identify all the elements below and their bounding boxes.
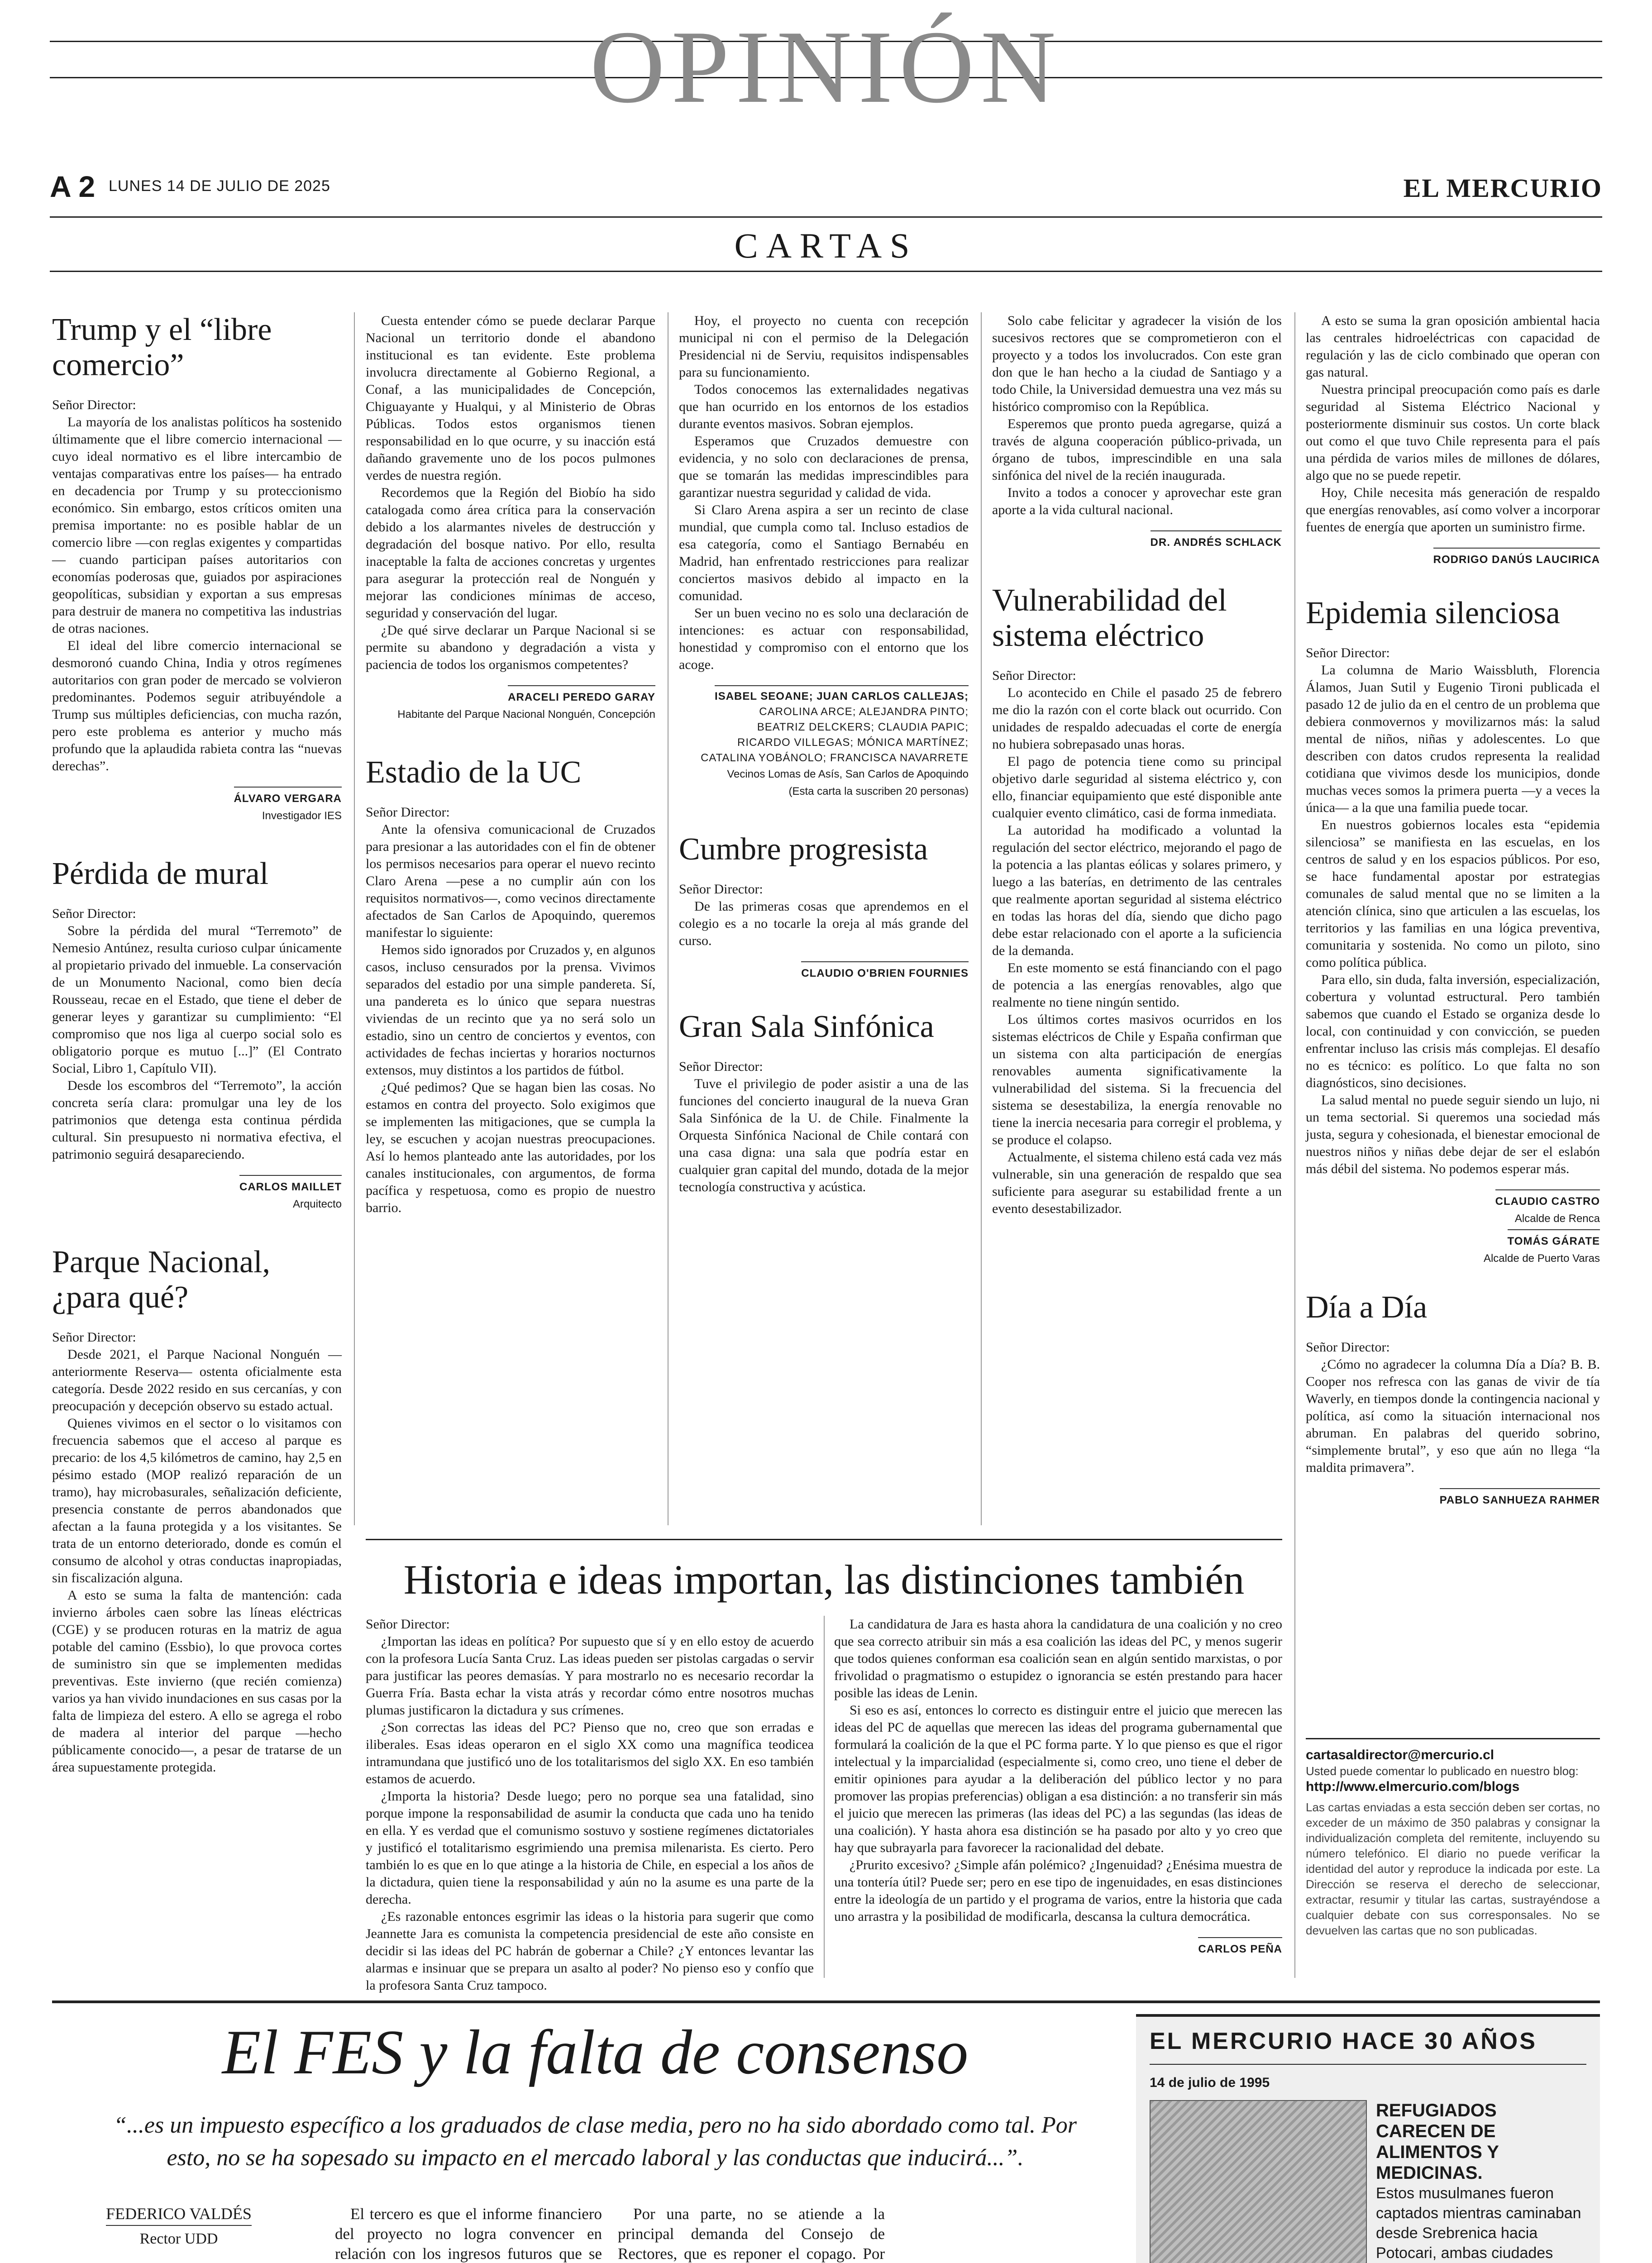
- signature-role: Vecinos Lomas de Asís, San Carlos de Apoquindo: [727, 768, 969, 780]
- signature: CAROLINA ARCE; ALEJANDRA PINTO;: [759, 706, 969, 718]
- contact-box: [1306, 1747, 1600, 1982]
- hace30-item-1: [1376, 2100, 1589, 2263]
- paragraph: De las primeras cosas que aprendemos en el colegio es a no tocarle la oreja al más grande del curso.: [679, 899, 969, 948]
- item-text: Estos musulmanes fueron captados mientras caminaban desde Srebrenica hacia Potocari, ambas ciudades: [1376, 2185, 1581, 2262]
- paragraph: El tercero es que el informe financiero del proyecto no logra convencer en relación con los ingresos futuros que se: [335, 2205, 602, 2263]
- paragraph: Desde 2021, el Parque Nacional Nonguén —anteriormente Reserva— ostenta oficialmente esta categoría. Desde 2022 resido en sus cercanías, y con preocupación y decepción observo su estado actual.: [52, 1347, 342, 1413]
- paragraph: La salud mental no puede seguir siendo un lujo, ni un tema sectorial. Si queremos una sociedad más justa, segura y cohesionada, el bienestar emocional de nuestros niños y niñas debe dejar de ser el eslabón más débil del sistema. No podemos esperar más.: [1306, 1093, 1600, 1176]
- paragraph: La candidatura de Jara es hasta ahora la candidatura de una coalición y no creo que sea correcto atribuir sin más a esa coalición las ideas del PC, y menos sugerir que todos quienes conforman esa coalición sean en algún sentido marxistas, o por frivolidad o pragmatismo o estupidez o ignorancia se estén prestando para hacer posible las ideas de Lenin.: [834, 1617, 1282, 1700]
- historia-column-1: [366, 1616, 814, 1993]
- historia-column-2: [834, 1616, 1282, 1978]
- signature-role: Investigador IES: [262, 810, 342, 822]
- paragraph: Nuestra principal preocupación como país es darle seguridad al Sistema Eléctrico Nacional y posteriormente disminuir sus costos. Un corte black out como el que tuvo Chile representa para el país una pérdida de varios miles de millones de dólares, algo que no se puede repetir.: [1306, 382, 1600, 483]
- column-5: [1306, 312, 1600, 1724]
- paragraph: Desde los escombros del “Terremoto”, la acción concreta sería clara: promulgar una ley de los patrimonios que detenga esta continua pérdida cultural. Sin presupuesto ni normativa efectiva, el patrimonio seguirá desapareciendo.: [52, 1078, 342, 1162]
- signature-role: Alcalde de Renca: [1514, 1213, 1600, 1225]
- hace30-date: 14 de julio de 1995: [1150, 2075, 1270, 2090]
- paragraph: Si eso es así, entonces lo correcto es distinguir entre el juicio que merecen las ideas del PC de aquellas que merecen las ideas del programa gubernamental que formulará la coalición de la que el PC forma parte. Y lo que pienso es que el rigor intelectual y la imparcialidad (especialmente si, como creo, uno tiene el deber de emitir opiniones para ayudar a la deliberación del público lector y no para promover las propias preferencias) obligan a esa distinción: a no transferir sin más el juicio que merecen las primeras (las ideas del PC) a las segundas (las ideas de una coalición). Y hasta ahora esa distinción se ha pasado por alto y yo creo que hay que subrayarla para favorecer la racionalidad del debate.: [834, 1703, 1282, 1855]
- column-rule: [981, 312, 982, 1525]
- editorial-column-2: [335, 2204, 602, 2263]
- letter-title: Día a Día: [1306, 1290, 1428, 1325]
- salutation: Señor Director:: [1306, 645, 1390, 660]
- signature: CLAUDIO CASTRO: [1495, 1189, 1600, 1210]
- editorial-quote: “...es un impuesto específico a los graduados de clase media, pero no ha sido abordado como tal. Por esto, no se ha sopesado su impacto en el mercado laboral y las conductas que inducirá...”.: [114, 2112, 1077, 2171]
- paragraph: La autoridad ha modificado a voluntad la regulación del sector eléctrico, mejorando el pago de la potencia a las plantas eólicas y solares primero, y luego a las baterías, en detrimento de las centrales que realmente aportan seguridad al sistema eléctrico en todas las horas del día, siendo que dicho pago debe estar relacionado con el aporte a la suficiencia de la demanda.: [992, 823, 1282, 958]
- paragraph: ¿Qué pedimos? Que se hagan bien las cosas. No estamos en contra del proyecto. Solo exigimos que se implementen las mitigaciones, que se cumpla la ley, se escuchen y acojan nuestras preocupaciones. Así lo hemos planteado ante las autoridades, por los canales institucionales, con argumentos, de forma pacífica y respetuosa, como es propio de nuestro barrio.: [366, 1080, 655, 1215]
- paragraph: Ser un buen vecino no es solo una declaración de intenciones: es actuar con responsabilidad, honestidad y compromiso con el entorno que los acoge.: [679, 606, 969, 672]
- paragraph: El pago de potencia tiene como su principal objetivo darle seguridad al sistema eléctrico y, con ello, financiar equipamiento que esté disponible ante cualquier evento climático, casi de forma inmediata.: [992, 754, 1282, 821]
- signature: ÁLVARO VERGARA: [234, 787, 342, 807]
- paragraph: En este momento se está financiando con el pago de potencia a las energías renovables, algo que realmente no tiene ningún sentido.: [992, 960, 1282, 1010]
- column-2: [366, 312, 655, 1525]
- paragraph: ¿Cómo no agradecer la columna Día a Día? B. B. Cooper nos refresca con las ganas de vivir de tía Waverly, en tiempos donde la contingencia nacional y política, así como la situación internacional nos abruman. En palabras del querido sobrino, “simplemente brutal”, y eso que aún no llega “la maldita primavera”.: [1306, 1357, 1600, 1475]
- paragraph: Por una parte, no se atiende a la principal demanda del Consejo de Rectores, que es reponer el copago. Por: [618, 2205, 885, 2263]
- signature: CARLOS MAILLET: [239, 1175, 342, 1196]
- salutation: Señor Director:: [52, 1330, 136, 1345]
- paragraph: Invito a todos a conocer y aprovechar este gran aporte a la vida cultural nacional.: [992, 485, 1282, 517]
- paragraph: Hemos sido ignorados por Cruzados y, en algunos casos, incluso censurados por la prensa. Vivimos separados del estadio por una simple pandereta. Sí, una pandereta es lo único que separa nuestras viviendas de un recinto que ya no será solo un estadio, sino un centro de conciertos y eventos, con actividades de fechas inciertas y horarios nocturnos extensos, muy distintos a los partidos de fútbol.: [366, 942, 655, 1078]
- signature: RODRIGO DANÚS LAUCIRICA: [1433, 548, 1600, 568]
- salutation: Señor Director:: [52, 397, 136, 412]
- contact-email[interactable]: cartasaldirector@mercurio.cl: [1306, 1747, 1494, 1762]
- paragraph: A esto se suma la falta de mantención: cada invierno árboles caen sobre las líneas eléctricas (CGE) y se producen roturas en la matriz de agua potable del camino (Essbio), lo que provoca cortes de suministro sin que se implementen medidas preventivas. Este invierno (que recién comienza) varios ya han vivido inundaciones en sus casas por la falta de limpieza del estero. A ello se agrega el robo de madera al interior del parque —hecho públicamente conocido—, a pesar de tratarse de un área supuestamente protegida.: [52, 1588, 342, 1775]
- paragraph: ¿De qué sirve declarar un Parque Nacional si se permite su abandono y degradación a vista y paciencia de todos los organismos competentes?: [366, 623, 655, 672]
- signature: RICARDO VILLEGAS; MÓNICA MARTÍNEZ;: [737, 736, 969, 749]
- paragraph: Esperemos que pronto pueda agregarse, quizá a través de alguna cooperación público-privada, un órgano de tubos, imprescindible en una sala sinfónica del nivel de la recién inaugurada.: [992, 416, 1282, 483]
- salutation: Señor Director:: [992, 668, 1076, 683]
- paragraph: ¿Importa la historia? Desde luego; pero no porque sea una fatalidad, sino porque impone la responsabilidad de asumir la conducta que cada uno ha tenido en ella. Y es verdad que el comunismo sostuvo y sostiene regímenes dictatoriales y justificó el totalitarismo esgrimiendo una premisa milenarista. Es cierto. Pero también lo es que en lo que atinge a la historia de Chile, en especial a los años de la dictadura, quien tiene la responsabilidad y aún no la asume es una parte de la derecha.: [366, 1789, 814, 1907]
- letter-title: Parque Nacional, ¿para qué?: [52, 1245, 271, 1315]
- paragraph: Para ello, sin duda, falta inversión, especialización, cobertura y voluntad estructural. Pero también sabemos que cuando el Estado se organiza desde lo local, con continuidad y con convicción, se pueden enfrentar incluso las crisis más complejas. El desafío no es técnico: es político. Lo que falta no son diagnósticos, sino decisiones.: [1306, 972, 1600, 1090]
- column-rule: [824, 1616, 825, 1978]
- signature-role: Alcalde de Puerto Varas: [1483, 1252, 1600, 1265]
- paragraph: Los últimos cortes masivos ocurridos en los sistemas eléctricos de Chile y España confirman que un sistema con alta participación de energías renovables aumenta significativamente la vulnerabilidad del sistema. Si la frecuencia del sistema se desestabiliza, la energía renovable no tiene la inercia necesaria para corregir el problema, y se produce el colapso.: [992, 1012, 1282, 1147]
- paragraph: ¿Son correctas las ideas del PC? Pienso que no, creo que son erradas e iliberales. Esas ideas operaron en el siglo XX como una magnífica teodicea intramundana que justificó uno de los totalitarismos del siglo XX. En eso también estamos de acuerdo.: [366, 1720, 814, 1786]
- letter-title: Gran Sala Sinfónica: [679, 1009, 934, 1044]
- signature: ARACELI PEREDO GARAY: [508, 685, 655, 706]
- paragraph: Todos conocemos las externalidades negativas que han ocurrido en los entornos de los estadios durante eventos masivos. Sobran ejemplos.: [679, 382, 969, 431]
- section-title: OPINIÓN: [590, 9, 1062, 124]
- paragraph: El ideal del libre comercio internacional se desmoronó cuando China, India y otros regímenes autoritarios con gran poder de mercado se volvieron predominantes. Podemos seguir atribuyéndole a Trump sus múltiples deficiencias, con mucha razón, pero este problema es anterior y mucho más profundo que la aplaudida rabieta contra las “nuevas derechas”.: [52, 638, 342, 773]
- paragraph: Solo cabe felicitar y agradecer la visión de los sucesivos rectores que se comprometieron con el proyecto y a todos los involucrados. Con este gran don que le han hecho a la ciudad de Santiago y a todo Chile, la Universidad demuestra una vez más su histórico compromiso con la República.: [992, 313, 1282, 414]
- paragraph: Quienes vivimos en el sector o lo visitamos con frecuencia sabemos que el acceso al parque es precario: de los 4,5 kilómetros de camino, hay 2,5 en pésimo estado (MOP realizó reparación de un tramo), hay microbasurales, señalización deficiente, presencia constante de perros abandonados que afectan a la fauna protegida y a los visitantes. Se trata de un entorno deteriorado, donde es común el consumo de alcohol y otras conductas inapropiadas, sin fiscalización alguna.: [52, 1416, 342, 1585]
- signature: BEATRIZ DELCKERS; CLAUDIA PAPIC;: [757, 721, 969, 733]
- paragraph: La columna de Mario Waissbluth, Florencia Álamos, Juan Sutil y Eugenio Tironi publicada el pasado 12 de julio da en el centro de un problema que debiera conmovernos y movilizarnos más: la salud mental de niños, niñas y adolescentes. Lo que describen con datos crudos representa la realidad cotidiana que vivimos desde los municipios, donde muchas veces somos la primera puerta —y a veces la única— a la que una familia puede tocar.: [1306, 663, 1600, 815]
- hace30-heading: EL MERCURIO HACE 30 AÑOS: [1150, 2028, 1537, 2054]
- signature-note: (Esta carta la suscriben 20 personas): [788, 785, 969, 797]
- signature-role: Arquitecto: [292, 1198, 342, 1210]
- signature: DR. ANDRÉS SCHLACK: [1151, 530, 1282, 551]
- signature: PABLO SANHUEZA RAHMER: [1440, 1488, 1600, 1509]
- blog-url[interactable]: http://www.elmercurio.com/blogs: [1306, 1779, 1520, 1794]
- column-3: [679, 312, 969, 1525]
- paragraph: ¿Prurito excesivo? ¿Simple afán polémico? ¿Ingenuidad? ¿Enésima muestra de una tontería útil? Puede ser; pero en ese tipo de ingenuidades, en esas distinciones entre la ideología de un partido y el programa de varios, entre la historia que cada uno arrastra y la posibilidad de modificarla, descansa la cultura democrática.: [834, 1857, 1282, 1924]
- editorial-author-role: Rector UDD: [139, 2230, 218, 2247]
- letter-title: Estadio de la UC: [366, 755, 582, 790]
- column-rule: [1294, 312, 1295, 1978]
- item-title: REFUGIADOS CARECEN DE ALIMENTOS Y MEDICINAS.: [1376, 2101, 1499, 2183]
- paragraph: Cuesta entender cómo se puede declarar Parque Nacional un territorio donde el abandono institucional es tan evidente. Este problema involucra directamente al Gobierno Regional, a Conaf, a las municipalidades de Concepción, Chiguayante y Hualqui, y al Ministerio de Obras Públicas. Todos estos organismos tienen responsabilidad en lo que ocurre, y su inacción está dañando gravemente uno de los pocos pulmones verdes de nuestra región.: [366, 313, 655, 483]
- subsection-title: CARTAS: [734, 226, 918, 265]
- editorial-author: FEDERICO VALDÉS: [106, 2204, 252, 2226]
- salutation: Señor Director:: [679, 1059, 763, 1074]
- refugees-photo: [1150, 2100, 1367, 2263]
- salutation: Señor Director:: [1306, 1340, 1390, 1355]
- signature: CLAUDIO O'BRIEN FOURNIES: [801, 961, 969, 982]
- historia-title: Historia e ideas importan, las distinciones también: [403, 1556, 1245, 1603]
- paragraph: Si Claro Arena aspira a ser un recinto de clase mundial, que cumpla como tal. Incluso estadios de esa categoría, como el Santiago Bernabéu en Madrid, han enfrentado restricciones para realizar conciertos masivos debido al impacto en la comunidad.: [679, 502, 969, 603]
- paragraph: Esperamos que Cruzados demuestre con evidencia, y no solo con declaraciones de prensa, que se tomarán las medidas imprescindibles para garantizar nuestra seguridad y calidad de vida.: [679, 434, 969, 500]
- letter-title: Cumbre progresista: [679, 832, 928, 867]
- header-rule-4: [50, 271, 1602, 272]
- paragraph: Tuve el privilegio de poder asistir a una de las funciones del concierto inaugural de la nueva Gran Sala Sinfónica de la U. de Chile. Finalmente la Orquesta Sinfónica Nacional de Chile contará con una casa digna: una sala que podría estar en cualquier gran capital del mundo, dotada de la mejor tecnología constructiva y acústica.: [679, 1076, 969, 1194]
- paragraph: ¿Importan las ideas en política? Por supuesto que sí y en ello estoy de acuerdo con la profesora Lucía Santa Cruz. Las ideas pueden ser pistolas cargadas o servir para justificar las peores demasías. Y para mostrarlo no es necesario recordar la Guerra Fría. Basta echar la vista atrás y recordar cómo entre nosotros muchas plumas justificaron la dictadura y sus crímenes.: [366, 1634, 814, 1718]
- paragraph: Hoy, el proyecto no cuenta con recepción municipal ni con el permiso de la Delegación Presidencial ni de Serviu, requisitos indispensables para su funcionamiento.: [679, 313, 969, 380]
- salutation: Señor Director:: [366, 805, 450, 820]
- letter-title: Vulnerabilidad del sistema eléctrico: [992, 583, 1227, 653]
- signature: TOMÁS GÁRATE: [1508, 1229, 1600, 1250]
- editorial-title: El FES y la falta de consenso: [222, 2017, 969, 2087]
- paragraph: Lo acontecido en Chile el pasado 25 de febrero me dio la razón con el corte black out ocurrido. Con unidades de respaldo adecuadas el corte de energía no hubiera sobrepasado unas horas.: [992, 685, 1282, 752]
- letters-policy: Las cartas enviadas a esta sección deben ser cortas, no exceder de un máximo de 350 palabras y consignar la individualización completa del remitente, incluyendo su número telefónico. El diario no puede verificar la identidad del autor y reproduce la indicada por este. La Dirección se reserva el derecho de seleccionar, extractar, resumir y titular las cartas, sustrayéndose a cualquier debate con sus corresponsales. No se devuelven las cartas que no son publicadas.: [1306, 1800, 1600, 1937]
- signature: CATALINA YOBÁNOLO; FRANCISCA NAVARRETE: [701, 752, 969, 764]
- historia-top-rule: [366, 1539, 1282, 1540]
- salutation: Señor Director:: [679, 882, 763, 897]
- editorial-column-3: [618, 2204, 885, 2263]
- contact-box-top-rule: [1306, 1738, 1600, 1739]
- sidebar-top-rule: [1136, 2014, 1600, 2017]
- letter-title: Pérdida de mural: [52, 856, 269, 891]
- lower-section-rule: [52, 2000, 1600, 2003]
- paragraph: Sobre la pérdida del mural “Terremoto” de Nemesio Antúnez, resulta curioso culpar únicamente al propietario privado del inmueble. La conservación de un Monumento Nacional, como bien decía Rousseau, recae en el Estado, que tiene el deber de generar leyes y garantizar su cumplimiento: “El compromiso que nos liga al cuerpo social solo es obligatorio porque es mutuo [...]” (El Contrato Social, Libro 1, Capítulo VII).: [52, 923, 342, 1076]
- paragraph: Actualmente, el sistema chileno está cada vez más vulnerable, sin una generación de respaldo que sea suficiente para asegurar su estabilidad frente a un evento desestabilizador.: [992, 1150, 1282, 1216]
- sidebar-rule: [1150, 2064, 1586, 2065]
- header-rule-3: [50, 216, 1602, 218]
- signature: ISABEL SEOANE; JUAN CARLOS CALLEJAS;: [715, 685, 969, 704]
- paragraph: Recordemos que la Región del Biobío ha sido catalogada como área crítica para la conservación debido a los alarmantes niveles de destrucción y degradación del bosque nativo. Por ello, resulta inaceptable la falta de acciones concretas y urgentes para asegurar la protección real de Nonguén y mejorar las condiciones mínimas de acceso, seguridad y conservación del lugar.: [366, 485, 655, 621]
- paragraph: Hoy, Chile necesita más generación de respaldo que energías renovables, así como volver a incorporar fuentes de energía que aporten un suministro firme.: [1306, 485, 1600, 535]
- column-rule: [354, 312, 355, 1525]
- paragraph: Ante la ofensiva comunicacional de Cruzados para presionar a las autoridades con el fin de obtener los permisos necesarios para operar el nuevo recinto Claro Arena —pese a no cumplir aún con los requisitos normativos—, como vecinos directamente afectados de San Carlos de Apoquindo, queremos manifestar lo siguiente:: [366, 822, 655, 940]
- page-date: LUNES 14 DE JULIO DE 2025: [109, 177, 330, 195]
- salutation: Señor Director:: [52, 906, 136, 921]
- letter-title: Trump y el “libre comercio”: [52, 312, 272, 382]
- editorial-byline: [52, 2204, 306, 2248]
- column-1: [52, 312, 342, 1978]
- newspaper-name: EL MERCURIO: [1403, 173, 1602, 203]
- signature-role: Habitante del Parque Nacional Nonguén, Concepción: [397, 708, 655, 721]
- blog-intro: Usted puede comentar lo publicado en nuestro blog:: [1306, 1764, 1579, 1778]
- paragraph: En nuestros gobiernos locales esta “epidemia silenciosa” se manifiesta en las escuelas, en los centros de salud y en los espacios públicos. Por eso, se hace fundamental apostar por estrategias comunales de salud mental que no se limiten a la atención clínica, sino que articulen a las escuelas, los territorios y las familias en una lógica preventiva, comunitaria y sostenida. No como un piloto, sino como política pública.: [1306, 817, 1600, 970]
- paragraph: ¿Es razonable entonces esgrimir las ideas o la historia para sugerir que como Jeannette Jara es comunista la competencia presidencial de este año consiste en decidir si las ideas del PC habrán de gobernar a Chile? ¿Y entonces levantar las alarmas e insinuar que se prepara un asalto al poder? No pienso eso y confío que la profesora Santa Cruz tampoco.: [366, 1909, 814, 1993]
- salutation: Señor Director:: [366, 1617, 450, 1632]
- page-number: A 2: [50, 170, 95, 203]
- letter-title: Epidemia silenciosa: [1306, 596, 1560, 630]
- paragraph: La mayoría de los analistas políticos ha sostenido últimamente que el libre comercio internacional —cuyo ideal normativo es el libre intercambio de ventajas comparativas entre los países— ha entrado en decadencia por Trump y su proteccionismo económico. Sin embargo, estos críticos omiten una premisa importante: no es posible hablar de un comercio libre —con reglas exigentes y compartidas— cuando participan países autoritarios con economías poderosas que, guiados por aspiraciones geopolíticas, subsidian y exportan a sus empresas para destruir de manera no competitiva las industrias de otras naciones.: [52, 415, 342, 636]
- column-4: [992, 312, 1282, 1525]
- signature: CARLOS PEÑA: [1198, 1937, 1282, 1958]
- paragraph: A esto se suma la gran oposición ambiental hacia las centrales hidroeléctricas con capacidad de regulación y las de ciclo combinado que operan con gas natural.: [1306, 313, 1600, 380]
